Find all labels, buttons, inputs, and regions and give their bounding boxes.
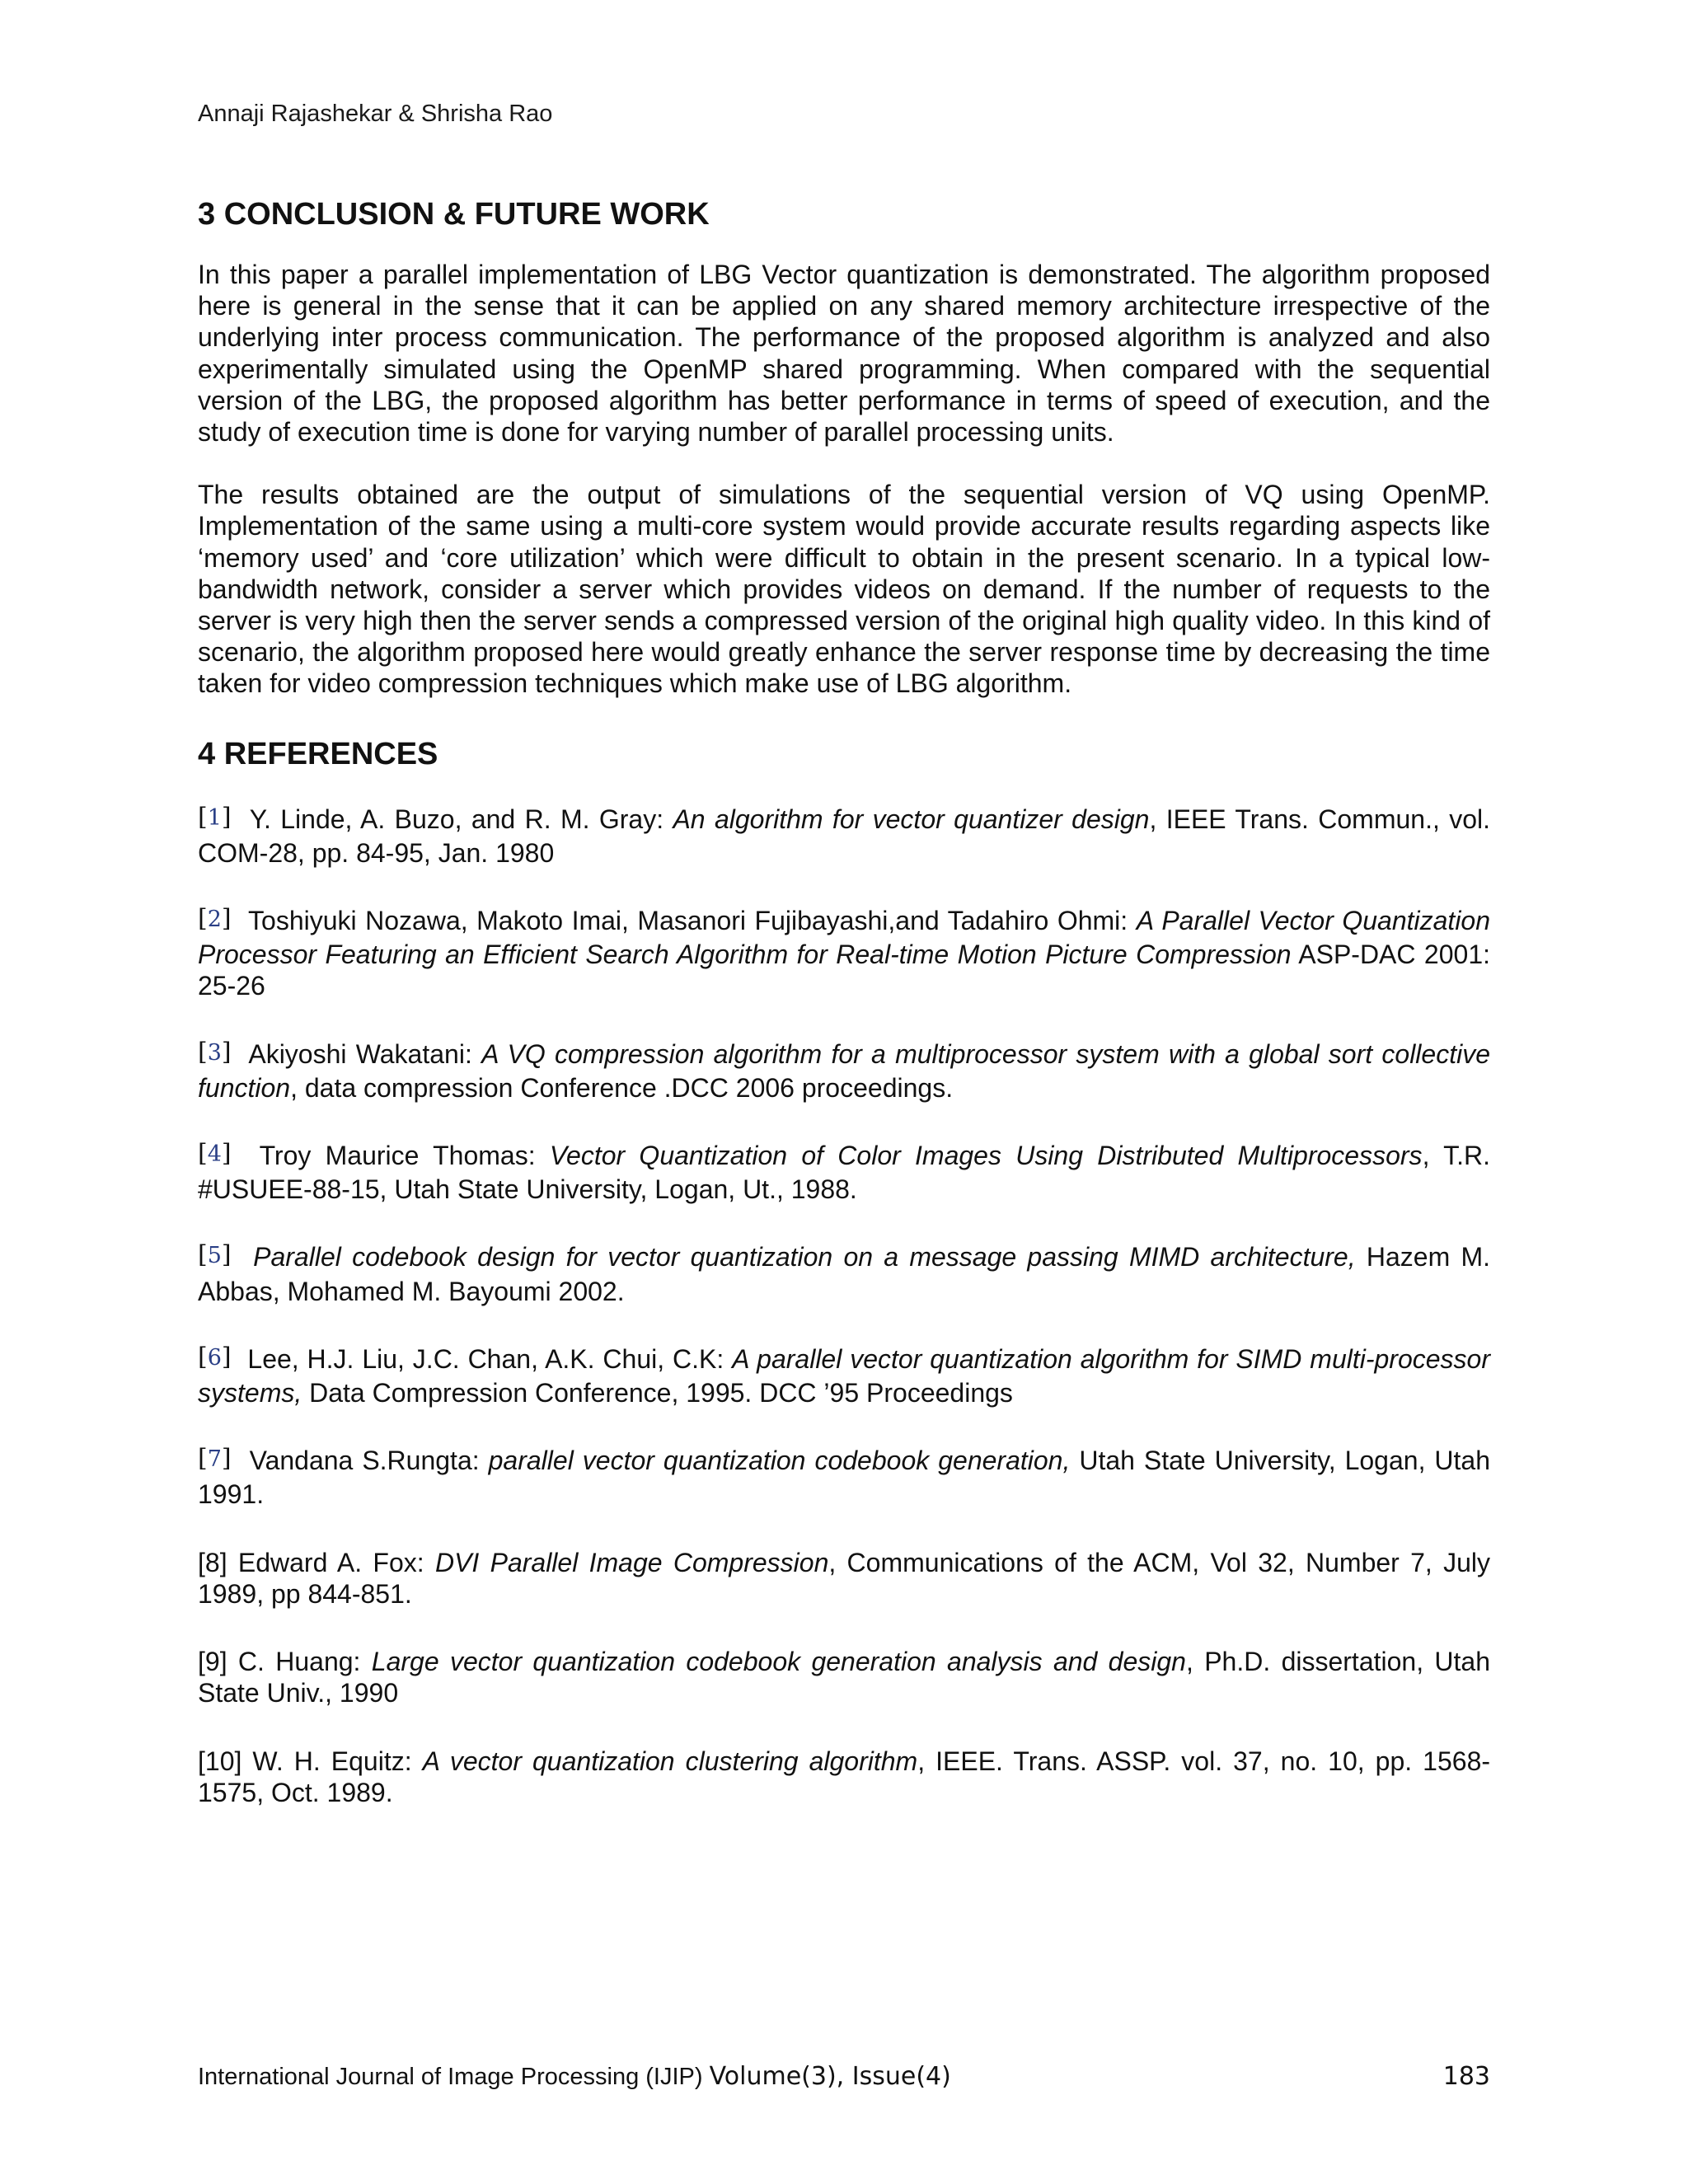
reference-number: [7] xyxy=(198,1444,232,1474)
reference-details: , Communications of the ACM, Vol 32, Number 7, July 1989, pp 844-851. xyxy=(198,1547,1491,1609)
reference-details: Hazem M. Abbas, Mohamed M. Bayoumi 2002. xyxy=(198,1242,1491,1306)
reference-item xyxy=(198,1241,1490,1306)
conclusion-paragraph-2: The results obtained are the output of simulations of the sequential version of VQ using OpenMP. Implementation of the same using a multi-core system would provide accurate results regarding aspects like ‘memory used’ and ‘core utilization’ which were difficult to obtain in the present scenario. In a typical low-bandwidth network, consider a server which provides videos on demand. If the number of requests to the server is very high then the server sends a compressed version of the original high quality video. In this kind of scenario, the algorithm proposed here would greatly enhance the server response time by decreasing the time taken for video compression techniques which make use of LBG algorithm. xyxy=(198,480,1490,699)
reference-item xyxy=(198,1547,1490,1610)
reference-title: A VQ compression algorithm for a multiprocessor system with a global sort collective function xyxy=(198,1038,1490,1103)
reference-authors: Vandana S.Rungta: xyxy=(249,1446,489,1476)
reference-item xyxy=(198,804,1490,869)
footer-journal xyxy=(198,2062,951,2092)
footer-volume: Volume(3), Issue(4) xyxy=(709,2062,951,2091)
reference-details: Data Compression Conference, 1995. DCC ’95 Proceedings xyxy=(302,1378,1013,1408)
reference-authors: Troy Maurice Thomas: xyxy=(259,1141,550,1171)
reference-authors: C. Huang: xyxy=(237,1647,372,1677)
reference-item xyxy=(198,1646,1490,1708)
reference-authors: Lee, H.J. Liu, J.C. Chan, A.K. Chui, C.K: xyxy=(247,1343,733,1374)
reference-title: Vector Quantization of Color Images Using Distributed Multiprocessors xyxy=(549,1141,1423,1171)
reference-title: Large vector quantization codebook generation analysis and design xyxy=(371,1647,1186,1677)
reference-number: [9] xyxy=(198,1647,227,1677)
reference-authors: W. H. Equitz: xyxy=(252,1746,423,1776)
reference-title: A Parallel Vector Quantization Processor Featuring an Efficient Search Algorithm for Real-time Motion Picture Compression xyxy=(198,906,1491,970)
reference-number: [4] xyxy=(198,1139,232,1169)
section-heading-conclusion: 3 CONCLUSION & FUTURE WORK xyxy=(198,197,710,232)
reference-number: [10] xyxy=(198,1746,242,1776)
reference-details: , Ph.D. dissertation, Utah State Univ., 1990 xyxy=(198,1647,1491,1708)
reference-details: , IEEE Trans. Commun., vol. COM-28, pp. 84-95, Jan. 1980 xyxy=(198,804,1491,868)
reference-title: An algorithm for vector quantizer design xyxy=(673,804,1150,834)
reference-authors: Toshiyuki Nozawa, Makoto Imai, Masanori Fujibayashi,and Tadahiro Ohmi: xyxy=(248,906,1137,936)
reference-item xyxy=(198,1038,1490,1104)
reference-authors: Edward A. Fox: xyxy=(237,1547,435,1577)
reference-list xyxy=(198,804,1490,1808)
reference-item xyxy=(198,1445,1490,1510)
footer-page-number: 183 xyxy=(1442,2062,1490,2091)
reference-title: A vector quantization clustering algorithm xyxy=(422,1746,918,1776)
reference-details: ASP-DAC 2001: 25-26 xyxy=(198,940,1491,1001)
reference-title: A parallel vector quantization algorithm for SIMD multi-processor systems, xyxy=(198,1343,1491,1408)
reference-number: [1] xyxy=(198,802,232,832)
reference-number: [2] xyxy=(198,904,232,934)
reference-details: , T.R. #USUEE-88-15, Utah State University, Logan, Ut., 1988. xyxy=(198,1141,1491,1205)
reference-title: DVI Parallel Image Compression xyxy=(434,1547,829,1577)
reference-number: [5] xyxy=(198,1240,232,1270)
reference-details: , IEEE. Trans. ASSP. vol. 37, no. 10, pp. 1568-1575, Oct. 1989. xyxy=(198,1746,1491,1807)
reference-item xyxy=(198,905,1490,1002)
footer-journal-name: International Journal of Image Processing (IJIP) xyxy=(198,2064,710,2090)
page-content xyxy=(198,193,1490,1844)
conclusion-paragraph-1: In this paper a parallel implementation of LBG Vector quantization is demonstrated. The algorithm proposed here is general in the sense that it can be applied on any shared memory architecture irrespective of the underlying inter process communication. The performance of the proposed algorithm is analyzed and also experimentally simulated using the OpenMP shared programming. When compared with the sequential version of the LBG, the proposed algorithm has better performance in terms of speed of execution, and the study of execution time is done for varying number of parallel processing units. xyxy=(198,260,1490,448)
running-head-authors: Annaji Rajashekar & Shrisha Rao xyxy=(198,101,553,127)
reference-number: [3] xyxy=(198,1037,232,1066)
reference-details: , data compression Conference .DCC 2006 proceedings. xyxy=(290,1072,954,1103)
reference-item xyxy=(198,1140,1490,1205)
reference-title: parallel vector quantization codebook generation, xyxy=(488,1446,1071,1476)
section-heading-references: 4 REFERENCES xyxy=(198,736,438,771)
reference-authors: Akiyoshi Wakatani: xyxy=(248,1038,482,1069)
reference-item xyxy=(198,1746,1490,1808)
reference-number: [6] xyxy=(198,1342,232,1371)
reference-authors: Y. Linde, A. Buzo, and R. M. Gray: xyxy=(249,804,673,834)
reference-number: [8] xyxy=(198,1547,227,1577)
reference-details: Utah State University, Logan, Utah 1991. xyxy=(198,1446,1491,1510)
reference-title: Parallel codebook design for vector quantization on a message passing MIMD architecture, xyxy=(253,1242,1356,1272)
reference-item xyxy=(198,1343,1490,1408)
